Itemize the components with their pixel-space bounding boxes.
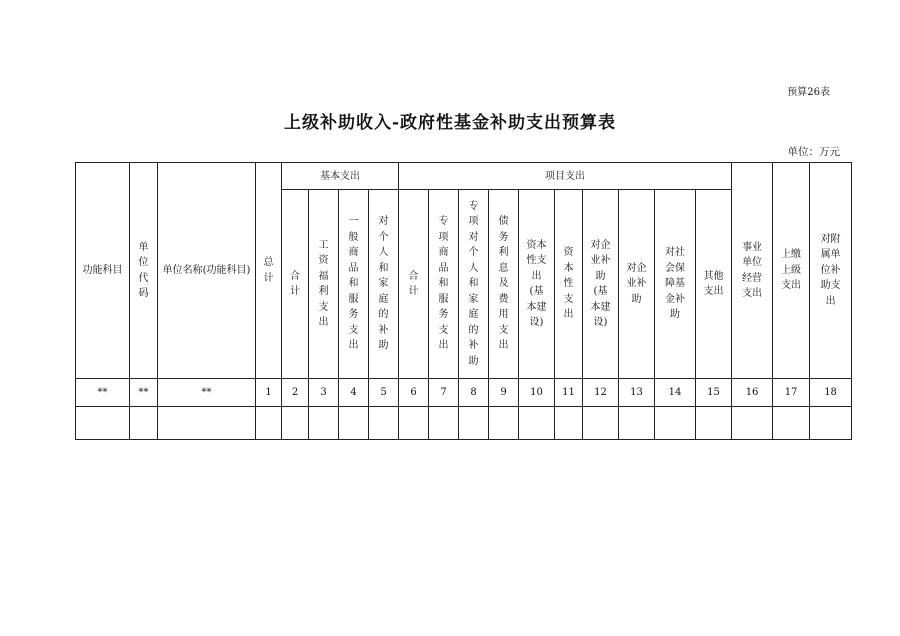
index-cell: 17: [773, 379, 810, 407]
index-cell: 13: [619, 379, 655, 407]
index-cell: 7: [429, 379, 459, 407]
group-basic-expenditure: 基本支出: [282, 163, 399, 190]
index-cell: 1: [256, 379, 282, 407]
index-cell: 4: [339, 379, 369, 407]
col-unit-name: 单位名称(功能科目): [158, 163, 256, 379]
header-row-groups: [76, 163, 852, 190]
col-other: 其他支出: [696, 190, 732, 379]
index-cell: **: [158, 379, 256, 407]
index-cell: 15: [696, 379, 732, 407]
index-cell: **: [130, 379, 158, 407]
index-cell: 3: [309, 379, 339, 407]
index-cell: 16: [732, 379, 773, 407]
index-cell: **: [76, 379, 130, 407]
index-cell: 2: [282, 379, 309, 407]
col-institution-operating: 事业单位经营支出: [732, 163, 773, 379]
col-project-subtotal: 合计: [399, 190, 429, 379]
col-wages-welfare: 工资福利支出: [309, 190, 339, 379]
index-cell: 12: [583, 379, 619, 407]
index-cell: 6: [399, 379, 429, 407]
budget-table: [75, 162, 852, 440]
table-row: [76, 407, 852, 440]
index-row: [76, 379, 852, 407]
col-household-subsidy: 对个人和家庭的补助: [369, 190, 399, 379]
table-number: 预算26表: [787, 87, 830, 98]
col-subsidy-to-affiliates: 对附属单位补助支出: [810, 163, 852, 379]
col-capital: 资本性支出: [555, 190, 583, 379]
index-cell: 10: [519, 379, 555, 407]
col-enterprise-subsidy: 对企业补助: [619, 190, 655, 379]
col-special-household-subsidy: 专项对个人和家庭的补助: [459, 190, 489, 379]
index-cell: 9: [489, 379, 519, 407]
index-cell: 11: [555, 379, 583, 407]
col-social-security-fund: 对社会保障基金补助: [655, 190, 696, 379]
unit-label: 单位：万元: [787, 146, 840, 158]
group-project-expenditure: 项目支出: [399, 163, 732, 190]
index-cell: 18: [810, 379, 852, 407]
col-special-goods-services: 专项商品和服务支出: [429, 190, 459, 379]
page-title: 上级补助收入-政府性基金补助支出预算表: [283, 113, 617, 133]
col-functional-subject: 功能科目: [76, 163, 130, 379]
col-basic-subtotal: 合计: [282, 190, 309, 379]
index-cell: 14: [655, 379, 696, 407]
index-cell: 5: [369, 379, 399, 407]
col-enterprise-subsidy-construction: 对企业补助(基本建设): [583, 190, 619, 379]
col-unit-code: 单位代码: [130, 163, 158, 379]
col-grand-total: 总计: [256, 163, 282, 379]
col-debt-interest: 债务利息及费用支出: [489, 190, 519, 379]
col-remit-to-superior: 上缴上级支出: [773, 163, 810, 379]
index-cell: 8: [459, 379, 489, 407]
col-capital-construction: 资本性支出(基本建设): [519, 190, 555, 379]
col-goods-services: 一般商品和服务支出: [339, 190, 369, 379]
